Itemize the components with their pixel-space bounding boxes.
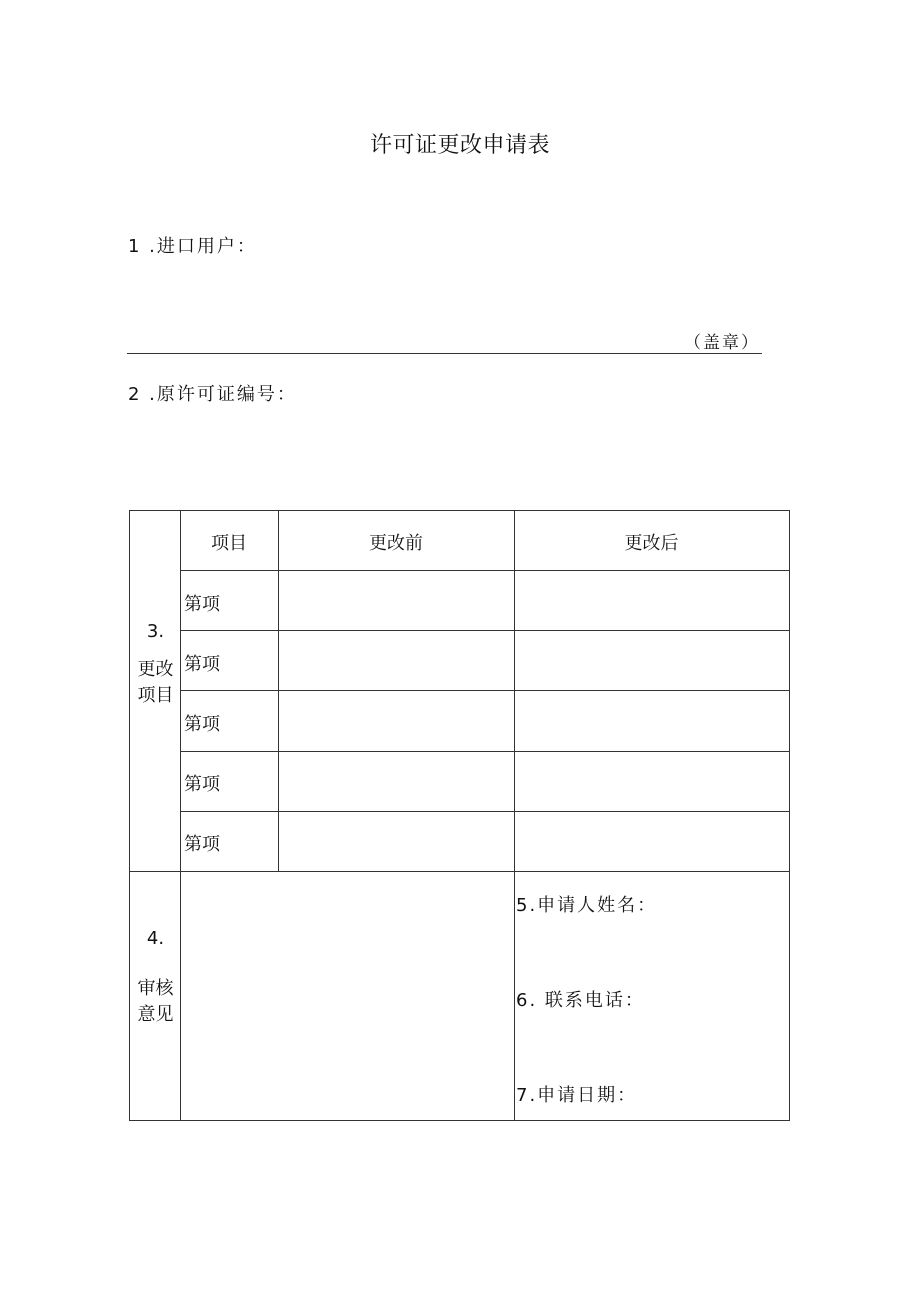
table-hline-row3: [180, 751, 789, 752]
application-date-label: 7.申请日期：: [516, 1085, 638, 1106]
section3-label: [130, 621, 181, 707]
table-row-item: 第项: [184, 594, 220, 615]
table-hline-section-split: [130, 871, 789, 872]
table-hline-row1: [180, 630, 789, 631]
header-after: 更改后: [624, 533, 679, 554]
section4-label: [130, 928, 181, 1026]
importer-signature-line: [127, 353, 762, 354]
original-license-number-label: 2 .原许可证编号：: [128, 384, 297, 405]
importer-label: 1 .进口用户：: [128, 236, 257, 257]
form-title: 许可证更改申请表: [369, 133, 550, 158]
table-row-item: 第项: [184, 714, 220, 735]
table-vline-before-after: [514, 511, 515, 1120]
table-vline-item: [278, 511, 279, 871]
table-hline-row2: [180, 690, 789, 691]
seal-note: （盖章）: [684, 333, 760, 353]
table-vline-section: [180, 511, 181, 1120]
section4-number: 4.: [146, 928, 165, 949]
section4-line2: 意见: [137, 1004, 174, 1025]
header-item: 项目: [211, 533, 247, 554]
section4-line1: 审核: [137, 978, 174, 999]
table-row-item: 第项: [184, 774, 220, 795]
table-row-item: 第项: [184, 654, 220, 675]
header-before: 更改前: [369, 533, 423, 554]
table-row-item: 第项: [184, 834, 220, 855]
review-opinion-area[interactable]: [186, 891, 506, 1111]
table-hline-header: [180, 570, 789, 571]
section3-number: 3.: [146, 621, 165, 642]
section3-line1: 更改: [137, 659, 174, 680]
applicant-name-label: 5.申请人姓名：: [516, 895, 658, 916]
table-hline-row4: [180, 811, 789, 812]
contact-phone-label: 6. 联系电话：: [516, 990, 645, 1011]
section3-line2: 项目: [137, 685, 174, 706]
change-request-table: [129, 510, 790, 1121]
